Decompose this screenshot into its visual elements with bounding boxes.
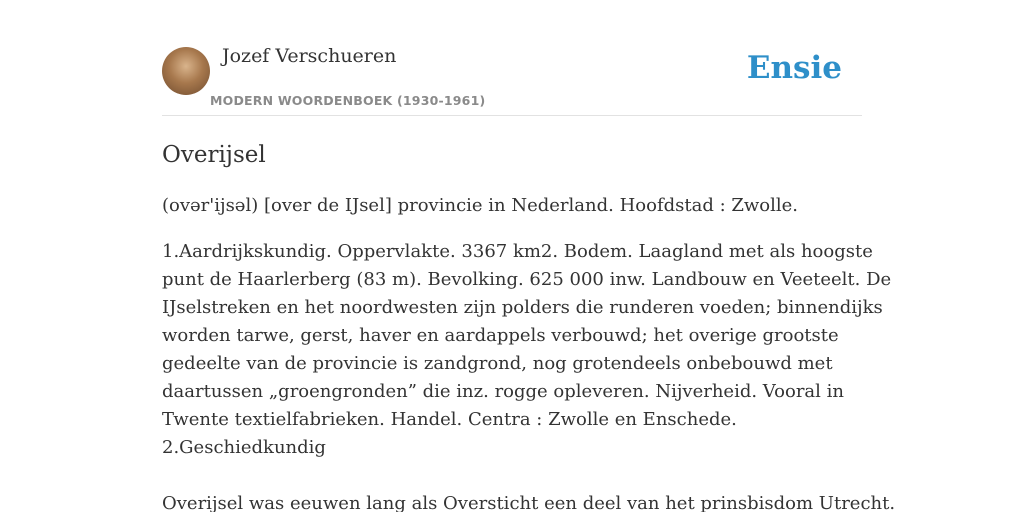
body-line: 1.Aardrijkskundig. Oppervlakte. 3367 km2. Bodem. Laagland met als hoogste — [162, 241, 873, 262]
author-avatar[interactable] — [162, 47, 210, 95]
paragraph-gap — [162, 462, 862, 490]
ensie-logo[interactable]: Ensie — [746, 50, 842, 86]
article-intro: (ovər'ijsəl) [over de IJsel] provincie in Nederland. Hoofdstad : Zwolle. — [162, 195, 799, 216]
body-line: gedeelte van de provincie is zandgrond, nog grotendeels onbebouwd met — [162, 353, 833, 374]
body-line: Twente textielfabrieken. Handel. Centra : Zwolle en Enschede. — [162, 409, 737, 430]
article — [162, 140, 896, 512]
page-header — [162, 0, 862, 116]
article-body — [162, 238, 896, 512]
body-line: Overijsel was eeuwen lang als Oversticht een deel van het prinsbisdom Utrecht. — [162, 493, 896, 512]
dictionary-source[interactable]: MODERN WOORDENBOEK (1930-1961) — [210, 93, 486, 108]
body-line: 2.Geschiedkundig — [162, 437, 326, 458]
body-line: punt de Haarlerberg (83 m). Bevolking. 625 000 inw. Landbouw en Veeteelt. De — [162, 269, 892, 290]
body-line: IJselstreken en het noordwesten zijn polders die runderen voeden; binnendijks — [162, 297, 883, 318]
body-line: daartussen „groengronden” die inz. rogge opleveren. Nijverheid. Vooral in — [162, 381, 844, 402]
body-line: worden tarwe, gerst, haver en aardappels verbouwd; het overige grootste — [162, 325, 839, 346]
article-title: Overijsel — [162, 142, 266, 168]
author-name[interactable]: Jozef Verschueren — [222, 45, 397, 67]
